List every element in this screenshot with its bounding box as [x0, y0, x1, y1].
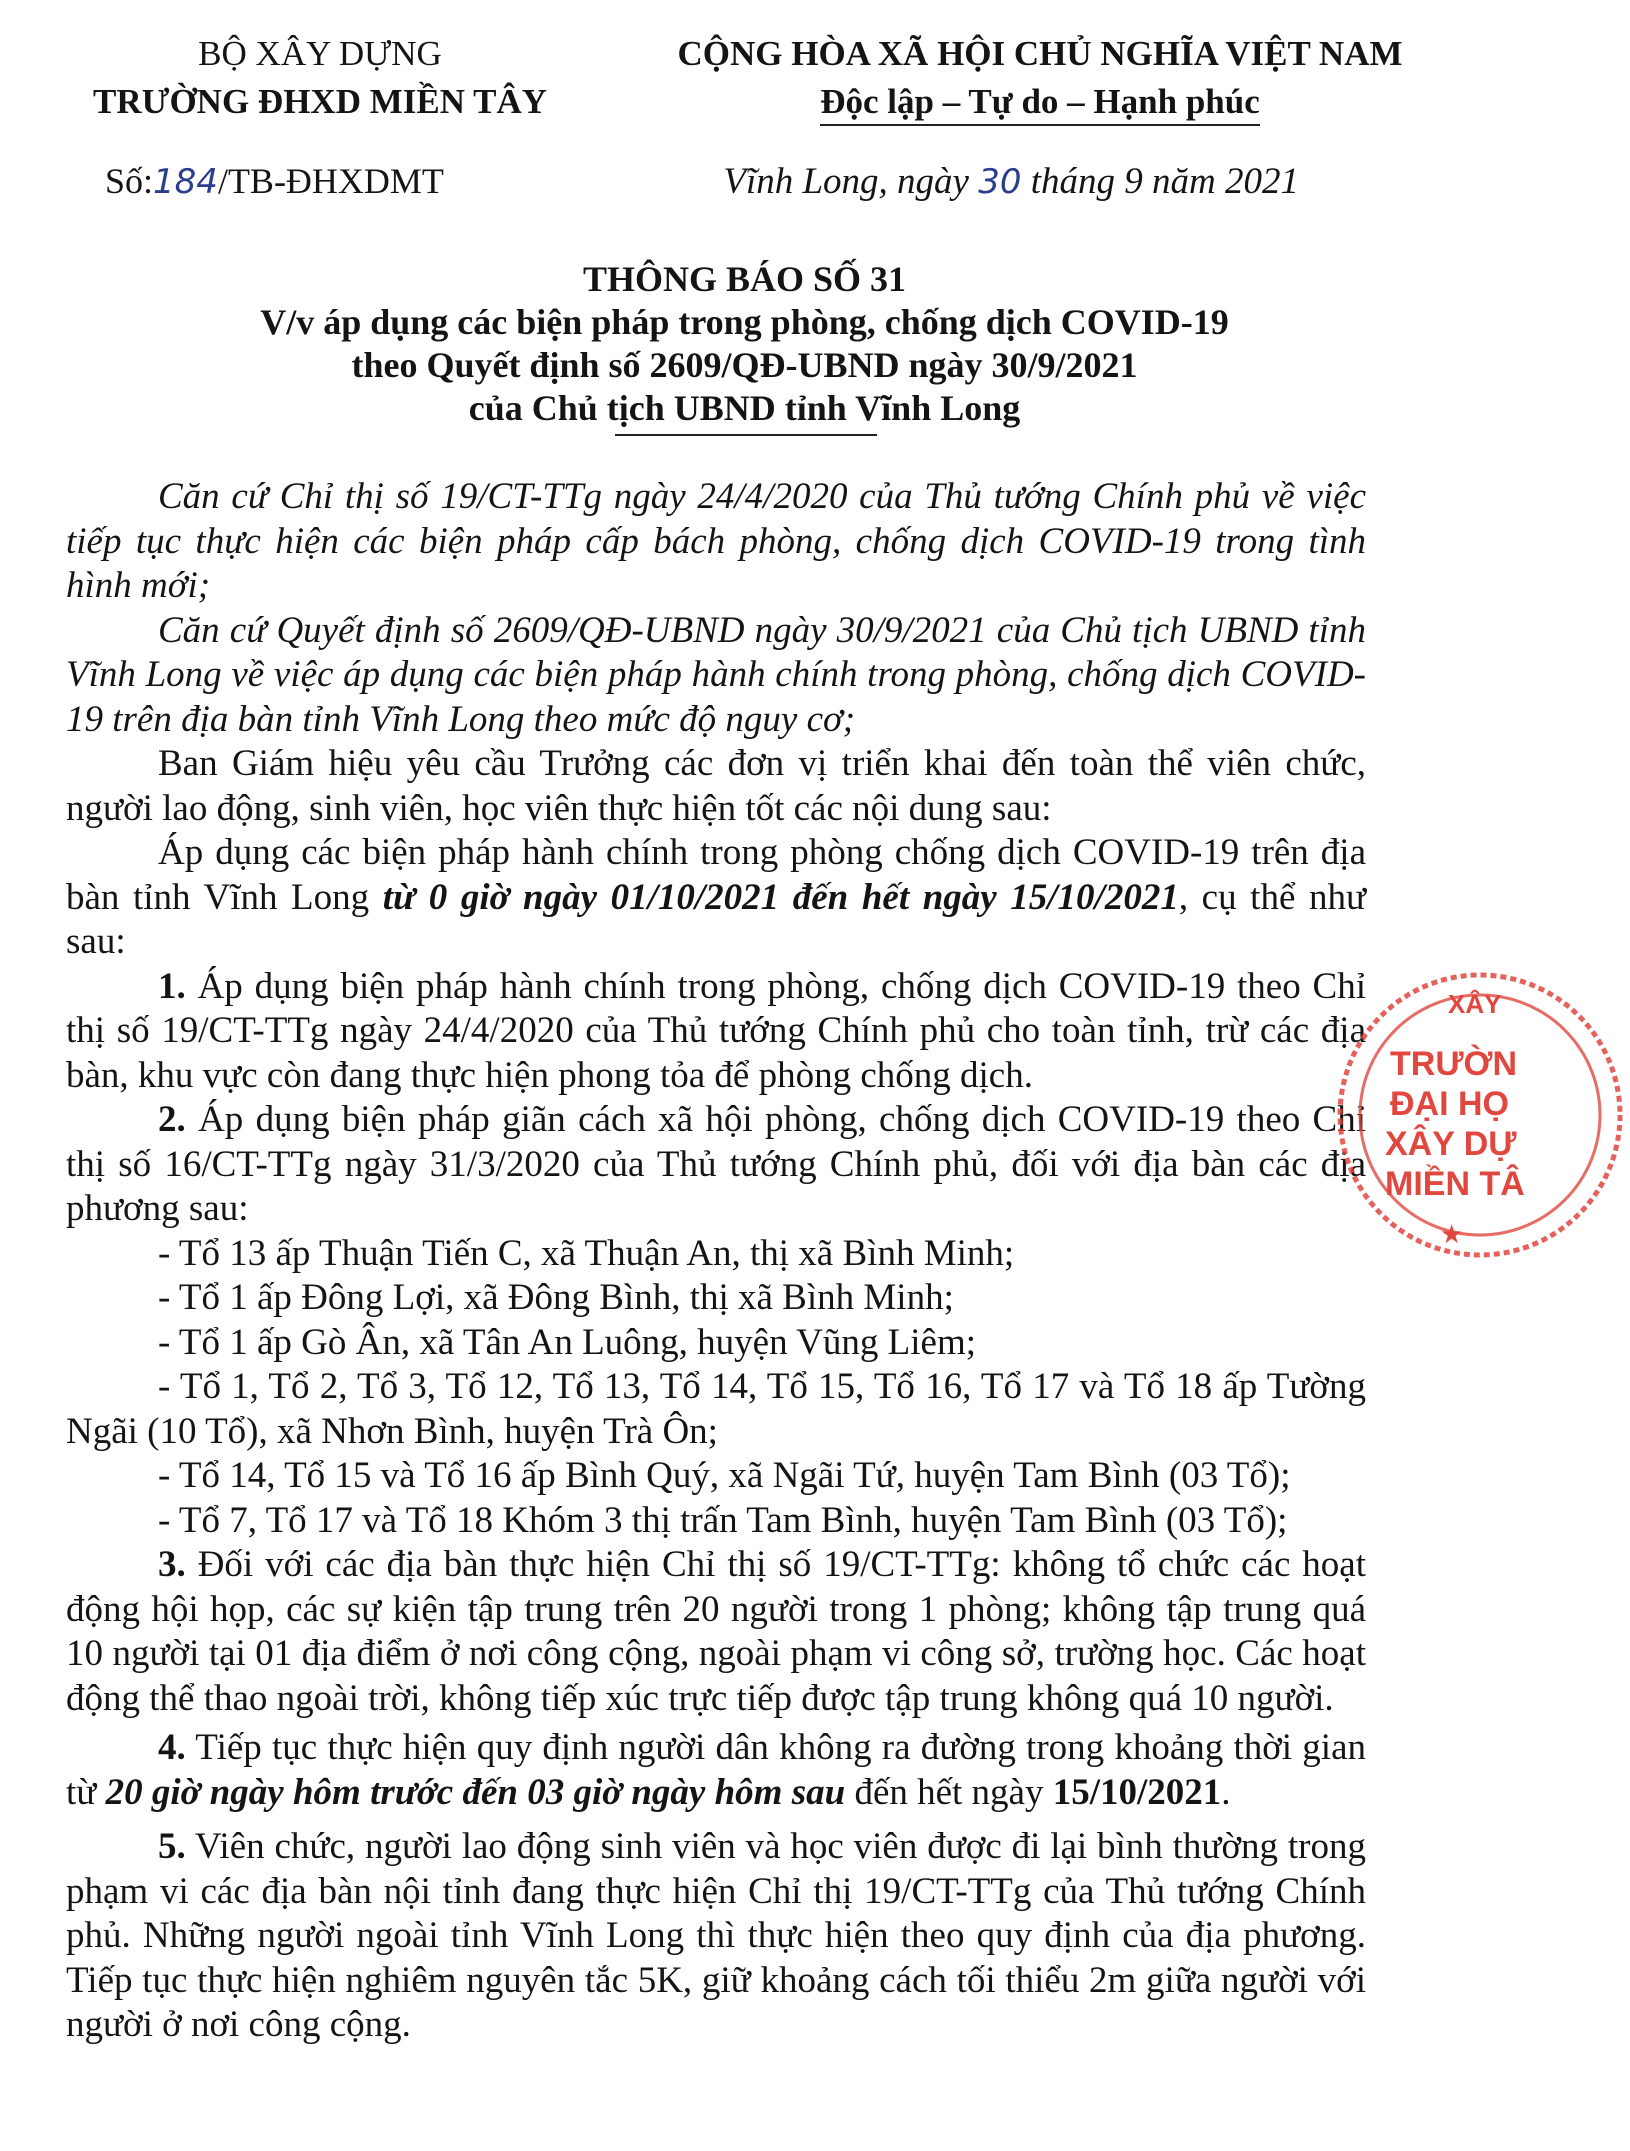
item-5-number: 5.: [158, 1826, 186, 1867]
title-line-4: của Chủ tịch UBND tỉnh Vĩnh Long: [468, 388, 1021, 428]
ministry-name: BỘ XÂY DỰNG: [198, 34, 442, 73]
stamp-line-4: MIỀN TÂ: [1385, 1165, 1525, 1203]
stamp-line-3: XÂY DỰ: [1385, 1125, 1517, 1163]
item-4-curfew-period: 20 giờ ngày hôm trước đến 03 giờ ngày hôm sau: [105, 1771, 846, 1813]
place-date-before: Vĩnh Long, ngày: [723, 161, 969, 202]
item-1: [66, 965, 1366, 1099]
area-item: - Tổ 1 ấp Gò Ân, xã Tân An Luông, huyện Vũng Liêm;: [158, 1321, 977, 1363]
item-4-text: Tiếp tục thực hiện quy định người dân không ra đường trong khoảng thời gian từ: [66, 1727, 1366, 1813]
apply-period: từ 0 giờ ngày 01/10/2021 đến hết ngày 15/10/2021: [382, 876, 1179, 918]
doc-number-prefix: Số:: [105, 161, 154, 201]
item-4: [66, 1726, 1366, 1815]
item-5-text: Viên chức, người lao động sinh viên và học viên được đi lại bình thường trong phạm vi các địa bàn nội tỉnh đang thực hiện Chỉ thị 19/CT-TTg của Thủ tướng Chính phủ. Những người ngoài tỉnh Vĩnh Long thì thực hiện theo quy định của địa phương. Tiếp tục thực hiện nghiêm nguyên tắc 5K, giữ khoảng cách tối thiểu 2m giữa người với người ở nơi công cộng.: [66, 1826, 1366, 2045]
basis-paragraph-2: Căn cứ Quyết định số 2609/QĐ-UBND ngày 30/9/2021 của Chủ tịch UBND tỉnh Vĩnh Long về việc áp dụng các biện pháp hành chính trong phòng, chống dịch COVID-19 trên địa bàn tỉnh Vĩnh Long theo mức độ nguy cơ;: [66, 609, 1366, 740]
item-4-end-date: 15/10/2021: [1052, 1771, 1222, 1813]
item-4-number: 4.: [158, 1727, 186, 1768]
notice-body: [66, 475, 1366, 2048]
item-3-text: Đối với các địa bàn thực hiện Chỉ thị số 19/CT-TTg: không tổ chức các hoạt động hội họp, các sự kiện tập trung trên 20 người trong 1 phòng; không tập trung quá 10 người tại 01 địa điểm ở nơi công cộng, ngoài phạm vi công sở, trường học. Các hoạt động thể thao ngoài trời, không tiếp xúc trực tiếp được tập trung không quá 10 người.: [66, 1544, 1367, 1719]
item-5: [66, 1825, 1366, 2048]
request-paragraph: Ban Giám hiệu yêu cầu Trưởng các đơn vị triển khai đến toàn thể viên chức, người lao động, sinh viên, học viên thực hiện tốt các nội dung sau:: [66, 743, 1366, 829]
item-3-number: 3.: [158, 1544, 186, 1585]
place-date-after: tháng 9 năm 2021: [1030, 161, 1299, 202]
apply-paragraph: [66, 831, 1366, 965]
title-line-1: THÔNG BÁO SỐ 31: [582, 259, 907, 299]
national-motto: Độc lập – Tự do – Hạnh phúc: [820, 80, 1260, 126]
stamp-text-top: XÂY: [1448, 989, 1502, 1019]
area-item: - Tổ 7, Tổ 17 và Tổ 18 Khóm 3 thị trấn Tam Bình, huyện Tam Bình (03 Tổ);: [158, 1499, 1288, 1541]
item-1-number: 1.: [158, 965, 186, 1007]
national-title: CỘNG HÒA XÃ HỘI CHỦ NGHĨA VIỆT NAM: [677, 34, 1403, 73]
stamp-line-1: TRƯỜN: [1390, 1045, 1518, 1083]
notice-title: [0, 258, 1489, 430]
area-item: - Tổ 1 ấp Đông Lợi, xã Đông Bình, thị xã Bình Minh;: [158, 1277, 954, 1318]
item-4-period: .: [1221, 1771, 1231, 1813]
school-seal-stamp: [1330, 965, 1630, 1265]
document-number: [105, 160, 444, 202]
title-underline: [615, 434, 877, 436]
doc-number-suffix: /TB-ĐHXDMT: [217, 161, 444, 201]
school-name: TRƯỜNG ĐHXD MIỀN TÂY: [92, 82, 548, 121]
area-item: - Tổ 1, Tổ 2, Tổ 3, Tổ 12, Tổ 13, Tổ 14, Tổ 15, Tổ 16, Tổ 17 và Tổ 18 ấp Tường Ngãi (10 Tổ), xã Nhơn Bình, huyện Trà Ôn;: [66, 1366, 1366, 1452]
item-3: [66, 1543, 1366, 1721]
title-line-3: theo Quyết định số 2609/QĐ-UBND ngày 30/9/2021: [351, 345, 1138, 385]
stamp-line-2: ĐẠI HỌ: [1390, 1085, 1509, 1123]
place-date-day-handwritten: 30: [978, 162, 1022, 202]
national-header: [600, 30, 1480, 126]
doc-number-handwritten: 184: [153, 162, 218, 202]
stamp-star-icon: ★: [1440, 1220, 1464, 1250]
area-item: - Tổ 13 ấp Thuận Tiến C, xã Thuận An, thị xã Bình Minh;: [158, 1232, 1015, 1274]
item-2: [66, 1098, 1366, 1232]
item-4-until: đến hết ngày: [854, 1771, 1044, 1813]
issuer-header: [60, 30, 580, 126]
item-1-text: Áp dụng biện pháp hành chính trong phòng, chống dịch COVID-19 theo Chỉ thị số 19/CT-TTg ngày 24/4/2020 của Thủ tướng Chính phủ cho toàn tỉnh, trừ các địa bàn, khu vực còn đang thực hiện phong tỏa để phòng chống dịch.: [66, 965, 1367, 1096]
basis-paragraph-1: Căn cứ Chỉ thị số 19/CT-TTg ngày 24/4/2020 của Thủ tướng Chính phủ về việc tiếp tục thực hiện các biện pháp cấp bách phòng, chống dịch COVID-19 trong tình hình mới;: [66, 476, 1366, 606]
title-line-2: V/v áp dụng các biện pháp trong phòng, chống dịch COVID-19: [260, 302, 1229, 342]
apply-text: Áp dụng các biện pháp hành chính trong phòng chống dịch COVID-19 trên địa bàn tỉnh Vĩnh Long: [66, 832, 1366, 918]
area-item: - Tổ 14, Tổ 15 và Tổ 16 ấp Bình Quý, xã Ngãi Tứ, huyện Tam Bình (03 Tổ);: [158, 1455, 1291, 1496]
item-2-text: Áp dụng biện pháp giãn cách xã hội phòng, chống dịch COVID-19 theo Chỉ thị số 16/CT-TTg ngày 31/3/2020 của Thủ tướng Chính phủ, đối với địa bàn các địa phương sau:: [66, 1099, 1366, 1229]
place-date: [723, 160, 1299, 203]
apply-tail: , cụ thể như sau:: [66, 876, 1367, 962]
item-2-number: 2.: [158, 1099, 186, 1140]
